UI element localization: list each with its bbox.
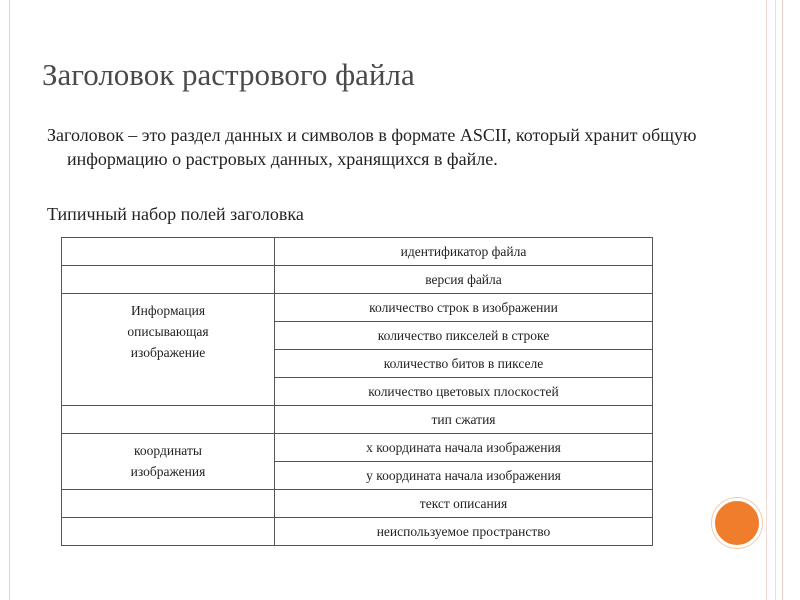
group-label-image-info	[62, 294, 275, 406]
table-row	[62, 294, 653, 322]
field-cell: x координата начала изображения	[275, 434, 653, 462]
header-fields-table	[61, 237, 653, 546]
field-cell: текст описания	[275, 490, 653, 518]
empty-cell	[62, 266, 275, 294]
field-cell: идентификатор файла	[275, 238, 653, 266]
group-label-line: изображения	[130, 464, 206, 479]
field-cell: количество цветовых плоскостей	[275, 378, 653, 406]
group-label-line: Информация	[130, 303, 206, 318]
slide-title: Заголовок растрового файла	[42, 57, 415, 92]
field-cell: тип сжатия	[275, 406, 653, 434]
group-label-line: изображение	[130, 345, 206, 360]
group-label-line: описывающая	[127, 324, 209, 339]
group-label-line: координаты	[134, 443, 202, 458]
field-cell: версия файла	[275, 266, 653, 294]
empty-cell	[62, 238, 275, 266]
field-cell: количество битов в пикселе	[275, 350, 653, 378]
decorative-stripe	[766, 0, 776, 600]
empty-cell	[62, 406, 275, 434]
field-cell: количество строк в изображении	[275, 294, 653, 322]
table-row	[62, 434, 653, 462]
table-heading: Типичный набор полей заголовка	[47, 204, 304, 224]
table-row	[62, 266, 653, 294]
table-row	[62, 518, 653, 546]
field-cell: неиспользуемое пространство	[275, 518, 653, 546]
group-label-image-coords	[62, 434, 275, 490]
table-row	[62, 490, 653, 518]
definition-paragraph: Заголовок – это раздел данных и символов в формате ASCII, который хранит общую информацию о растровых данных, хранящихся в файле.	[47, 125, 697, 169]
decorative-orange-circle	[712, 498, 762, 548]
table-row	[62, 406, 653, 434]
table-row	[62, 238, 653, 266]
empty-cell	[62, 490, 275, 518]
field-cell: количество пикселей в строке	[275, 322, 653, 350]
field-cell: y координата начала изображения	[275, 462, 653, 490]
empty-cell	[62, 518, 275, 546]
